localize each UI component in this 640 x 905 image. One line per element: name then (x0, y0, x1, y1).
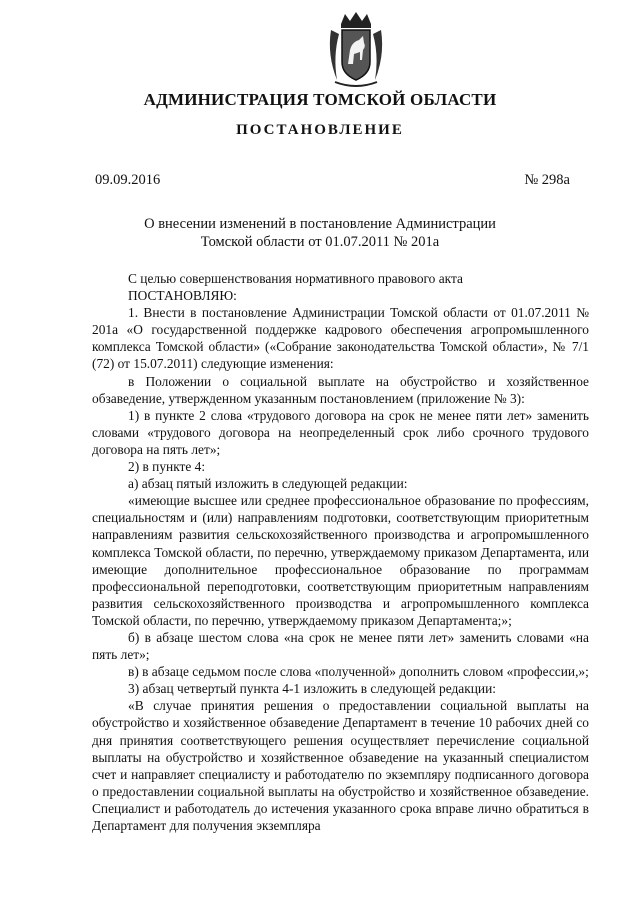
tomsk-coat-of-arms-icon (325, 10, 387, 90)
document-number: № 298а (524, 172, 570, 188)
document-date: 09.09.2016 (95, 172, 161, 188)
document-body (92, 270, 589, 834)
body-paragraph: б) в абзаце шестом слова «на срок не менее пяти лет» заменить словами «на пять лет»; (92, 629, 589, 663)
subject-line: О внесении изменений в постановление Администрации (144, 216, 496, 232)
body-paragraph: «имеющие высшее или среднее профессиональное образование по профессиям, специальностям и (или) направлениям подготовки, соответствующим приоритетным направлениям развития сельскохозяйственного производства и агропромышленного комплекса Томской области, по перечню, утверждаемому приказом Департамента, или имеющие дополнительное профессиональное образование по программам профессиональной переподготовки, соответствующим приоритетным направлениям развития сельскохозяйственного производства и агропромышленного комплекса Томской области, по перечню, утверждаемому приказом Департамента;»; (92, 493, 589, 628)
body-paragraph: ПОСТАНОВЛЯЮ: (128, 288, 237, 304)
body-paragraph: 1) в пункте 2 слова «трудового договора на срок не менее пяти лет» заменить словами «трудового договора на неопределенный срок либо срочного трудового договора на пять лет»; (92, 407, 589, 457)
body-paragraph: а) абзац пятый изложить в следующей редакции: (128, 476, 408, 492)
organization-title: АДМИНИСТРАЦИЯ ТОМСКОЙ ОБЛАСТИ (143, 90, 497, 109)
document-subject (0, 215, 640, 251)
body-paragraph: 3) абзац четвертый пункта 4-1 изложить в следующей редакции: (128, 681, 496, 697)
body-paragraph: «В случае принятия решения о предоставлении социальной выплаты на обустройство и хозяйственное обзаведение Департамент в течение 10 рабочих дней со дня принятия соответствующего решения осуществляет перечисление социальной выплаты на обустройство и хозяйственное обзаведение на указанный специалистом счет и направляет специалисту и работодателю по экземпляру подписанного договора о предоставлении социальной выплаты на обустройство и хозяйственное обзаведение. Специалист и работодатель до истечения указанного срока вправе лично обратиться в Департамент для получения экземпляра (92, 698, 589, 833)
body-paragraph: 1. Внести в постановление Администрации Томской области от 01.07.2011 № 201а «О государственной поддержке кадрового обеспечения агропромышленного комплекса Томской области» («Собрание законодательства Томской области», № 7/1 (72) от 15.07.2011) следующие изменения: (92, 305, 589, 372)
body-paragraph: С целью совершенствования нормативного правового акта (128, 271, 463, 286)
document-type: ПОСТАНОВЛЕНИЕ (236, 122, 404, 138)
body-paragraph: 2) в пункте 4: (128, 459, 206, 475)
body-paragraph: в) в абзаце седьмом после слова «полученной» дополнить словом «профессии,»; (128, 664, 589, 680)
body-paragraph: в Положении о социальной выплате на обустройство и хозяйственное обзаведение, утвержденном указанным постановлением (приложение № 3): (92, 373, 589, 406)
subject-line: Томской области от 01.07.2011 № 201а (200, 234, 440, 250)
